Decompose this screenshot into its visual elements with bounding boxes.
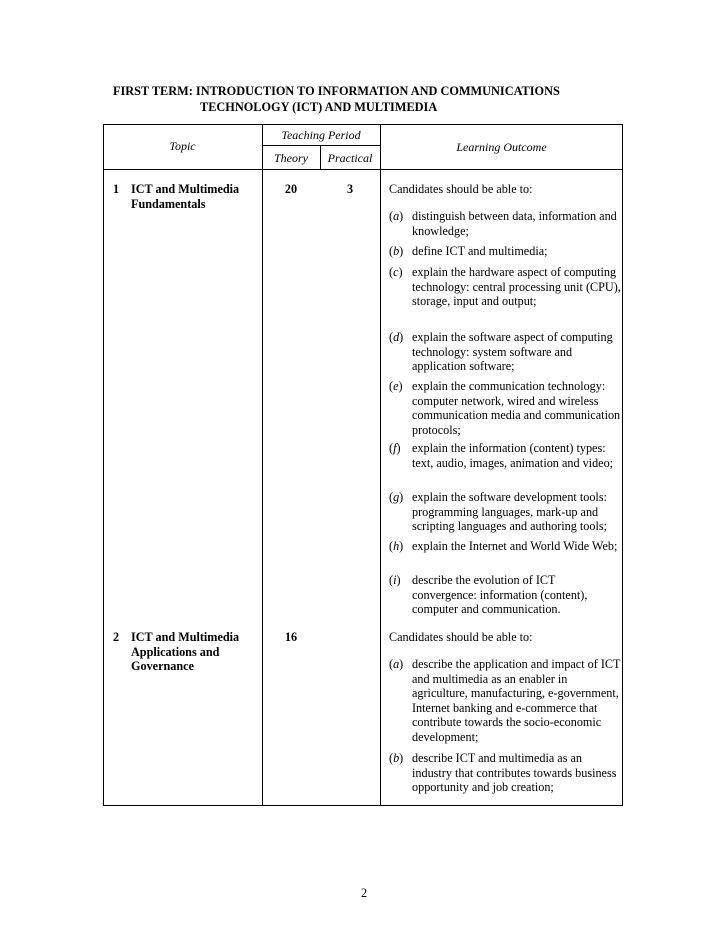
header-learning-outcome: Learning Outcome: [456, 140, 547, 154]
topic-2-number: 2: [113, 630, 120, 644]
header-rule-bottom: [103, 169, 623, 170]
topic-1-outcome-g: (g) explain the software development tools: programming languages, mark-up and scripting languages and authoring tools;: [389, 490, 607, 534]
header-teaching-period: Teaching Period: [281, 128, 361, 142]
topic-1-outcome-c: (c) explain the hardware aspect of computing technology: central processing unit (CPU), storage, input and output;: [389, 265, 621, 309]
topic-1-number: 1: [113, 182, 120, 196]
topic-1-outcome-f: (f) explain the information (content) types: text, audio, images, animation and video;: [389, 441, 614, 470]
topic-1-intro: Candidates should be able to:: [389, 182, 533, 196]
title-line-2: TECHNOLOGY (ICT) AND MULTIMEDIA: [200, 100, 438, 114]
topic-1-outcome-a: (a) distinguish between data, information and knowledge;: [389, 209, 617, 238]
header-practical: Practical: [327, 151, 373, 165]
table-divider-topic: [262, 124, 263, 806]
topic-1-practical: 3: [346, 182, 354, 196]
topic-1-outcome-e: (e) explain the communication technology: computer network, wired and wireless communication media and communication protocols;: [389, 379, 621, 437]
topic-2-outcome-b: (b) describe ICT and multimedia as an industry that contributes towards business opportunity and job creation;: [389, 751, 617, 795]
topic-2-intro: Candidates should be able to:: [389, 630, 533, 644]
table-divider-outcome: [380, 124, 381, 806]
topic-2-name: ICT and Multimedia Applications and Governance: [131, 630, 240, 674]
page-number: 2: [360, 886, 368, 900]
header-rule-teaching: [262, 145, 380, 146]
topic-1-outcome-b: (b) define ICT and multimedia;: [389, 244, 548, 258]
topic-1-outcome-h: (h) explain the Internet and World Wide Web;: [389, 539, 618, 553]
topic-2-outcome-a: (a) describe the application and impact of ICT and multimedia as an enabler in agriculture, manufacturing, e-government, Internet banking and e-commerce that contribute towards the socio-economic development;: [389, 657, 621, 744]
topic-1-theory: 20: [284, 182, 298, 196]
title-line-1: FIRST TERM: INTRODUCTION TO INFORMATION AND COMMUNICATIONS: [113, 84, 560, 98]
topic-1-outcome-d: (d) explain the software aspect of computing technology: system software and application software;: [389, 330, 613, 374]
page-title: [113, 83, 673, 115]
header-theory: Theory: [274, 151, 308, 165]
topic-1-name: ICT and Multimedia Fundamentals: [131, 182, 240, 211]
header-topic: Topic: [169, 139, 196, 153]
topic-2-theory: 16: [284, 630, 298, 644]
topic-1-outcome-i: (i) describe the evolution of ICT convergence: information (content), computer and communication.: [389, 573, 588, 617]
